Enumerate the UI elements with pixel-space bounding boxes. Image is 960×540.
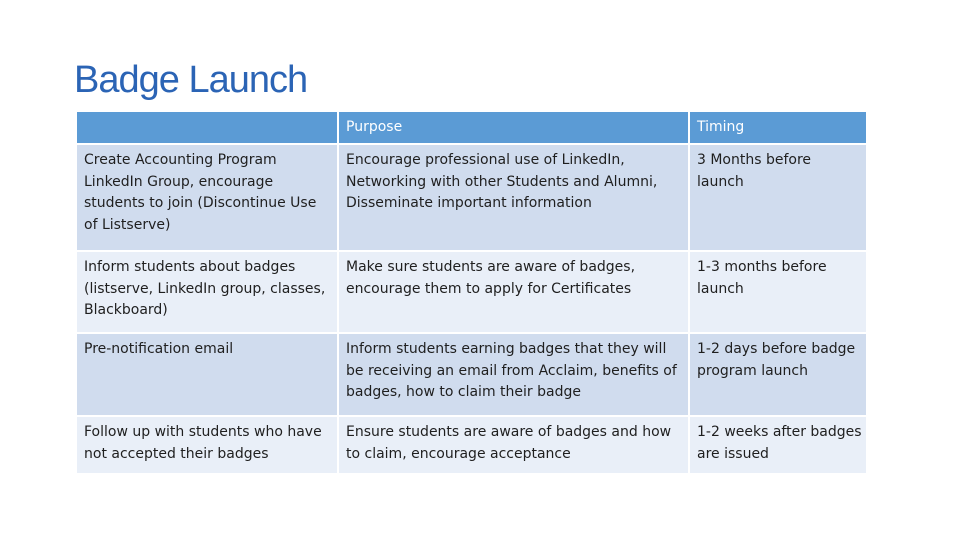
table-header-row xyxy=(77,112,866,145)
purpose-cell: Inform students earning badges that they will be receiving an email from Acclaim, benefits of badges, how to claim their badge xyxy=(339,334,690,417)
task-cell: Pre-notification email xyxy=(77,334,339,417)
timing-cell: 3 Months before launch xyxy=(690,145,866,252)
header-task xyxy=(77,112,339,145)
purpose-cell: Ensure students are aware of badges and how to claim, encourage acceptance xyxy=(339,417,690,473)
purpose-cell: Make sure students are aware of badges, encourage them to apply for Certificates xyxy=(339,252,690,334)
timing-cell: 1-2 weeks after badges are issued xyxy=(690,417,866,473)
header-timing: Timing xyxy=(690,112,866,145)
timing-cell: 1-2 days before badge program launch xyxy=(690,334,866,417)
header-purpose: Purpose xyxy=(339,112,690,145)
timing-cell: 1-3 months before launch xyxy=(690,252,866,334)
slide-title: Badge Launch xyxy=(74,59,308,101)
table-row xyxy=(77,252,866,334)
table-row xyxy=(77,334,866,417)
table-row xyxy=(77,145,866,252)
badge-launch-table xyxy=(77,112,866,473)
purpose-cell: Encourage professional use of LinkedIn, Networking with other Students and Alumni, Disseminate important information xyxy=(339,145,690,252)
task-cell: Inform students about badges (listserve, LinkedIn group, classes, Blackboard) xyxy=(77,252,339,334)
table-row xyxy=(77,417,866,473)
task-cell: Follow up with students who have not accepted their badges xyxy=(77,417,339,473)
task-cell: Create Accounting Program LinkedIn Group, encourage students to join (Discontinue Use of Listserve) xyxy=(77,145,339,252)
